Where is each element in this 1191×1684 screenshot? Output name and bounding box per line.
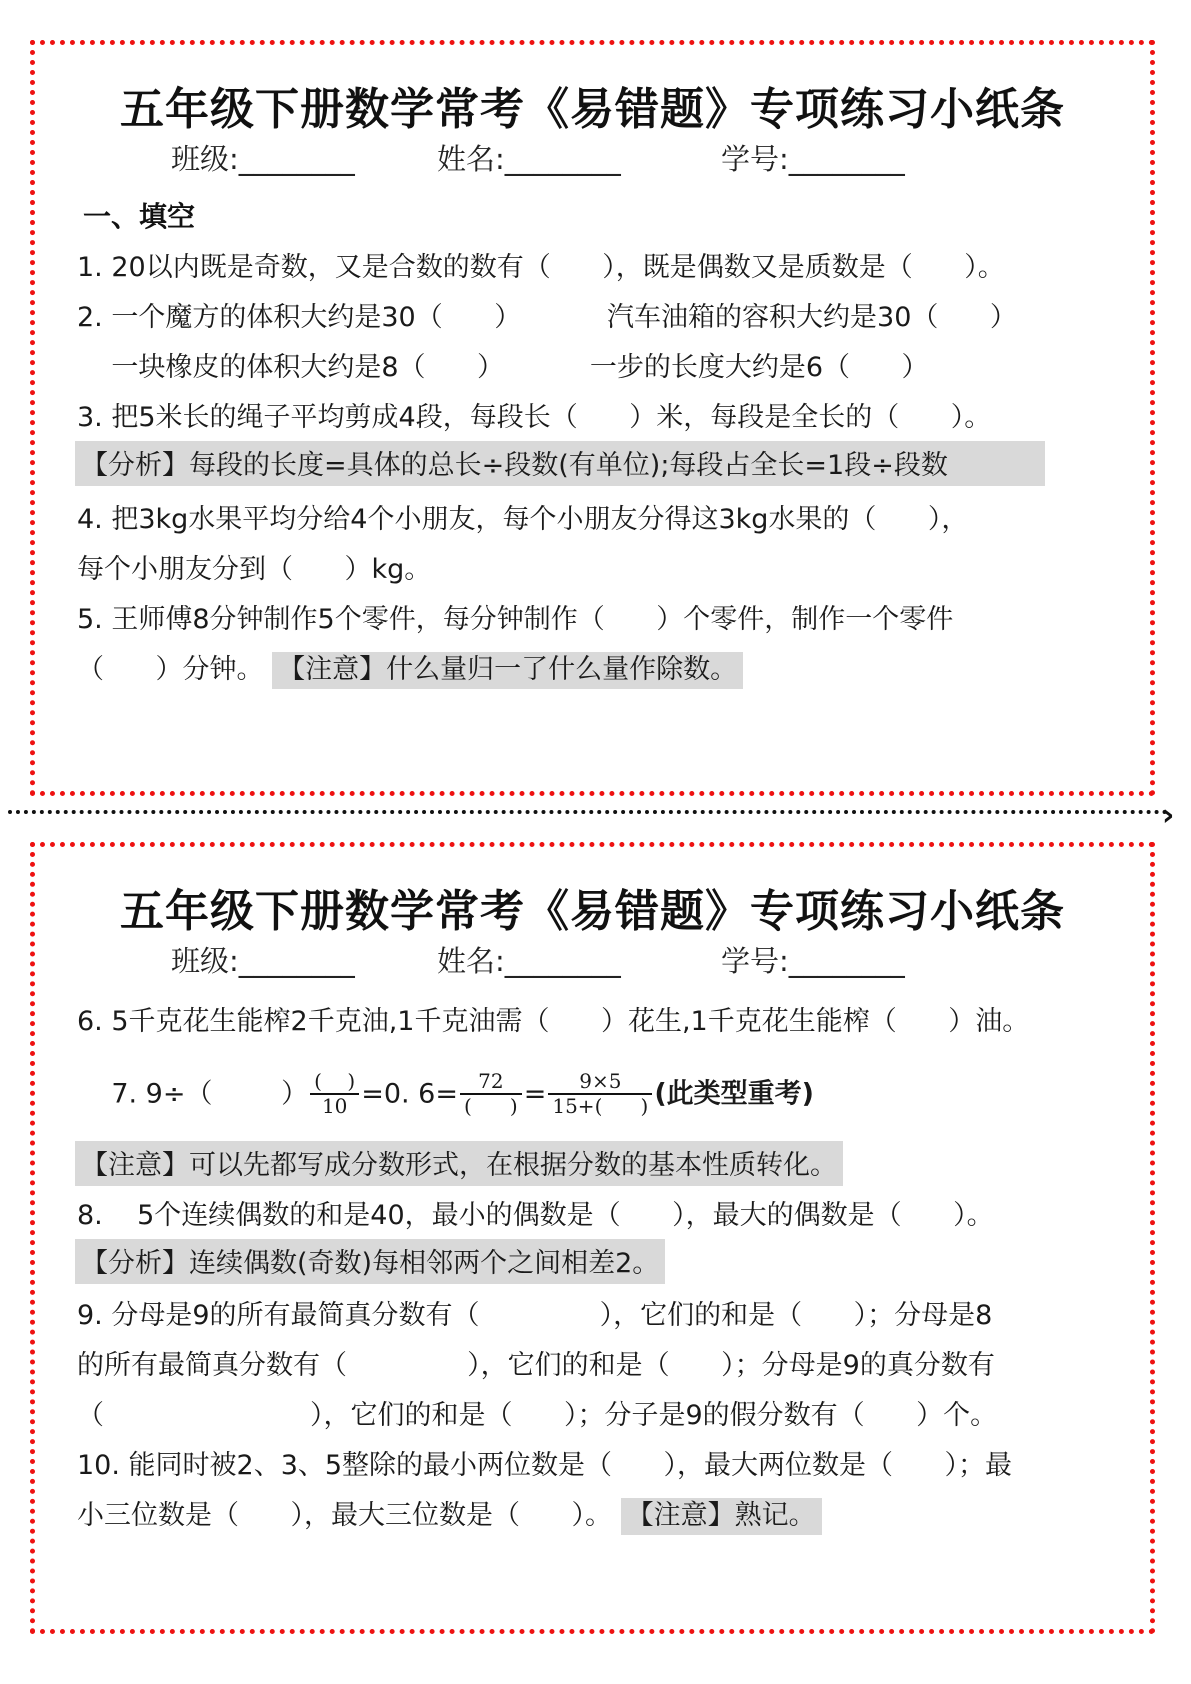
q7-equals-decimal: =0. 6=	[361, 1078, 458, 1110]
class-field	[171, 137, 355, 178]
student-id-field	[721, 137, 905, 178]
worksheet-title: 五年级下册数学常考《易错题》专项练习小纸条	[120, 84, 1065, 135]
question-9-line-1: 9. 分母是9的所有最简真分数有（ ），它们的和是（ ）；分母是8	[77, 1300, 993, 1331]
name-field	[437, 137, 621, 178]
scissors-arrow-icon: ›	[1162, 798, 1175, 833]
fraction-3-denominator: 15+( )	[552, 1094, 649, 1118]
q7-prefix: 7. 9÷（ ）	[111, 1078, 309, 1110]
question-3: 3. 把5米长的绳子平均剪成4段，每段长（ ）米，每段是全长的（ ）。	[77, 402, 992, 433]
id-label: 学号:	[721, 944, 789, 978]
q7-emphasis-note: (此类型重考)	[654, 1078, 815, 1110]
id-blank[interactable]: ________	[788, 142, 905, 176]
question-2-line-2: 一块橡皮的体积大约是8（ ） 一步的长度大约是6（ ）	[77, 352, 929, 383]
question-5-line-1: 5. 王师傅8分钟制作5个零件，每分钟制作（ ）个零件，制作一个零件	[77, 604, 954, 635]
question-4-line-2: 每个小朋友分到（ ）kg。	[77, 554, 432, 585]
fraction-1-denominator: 10	[321, 1094, 348, 1118]
analysis-note-q8: 【分析】连续偶数(奇数)每相邻两个之间相差2。	[75, 1239, 665, 1284]
worksheet-strip-2	[30, 842, 1155, 1634]
name-field	[437, 939, 621, 980]
fraction-3-numerator: 9×5	[548, 1070, 652, 1095]
question-10-line-1: 10. 能同时被2、3、5整除的最小两位数是（ ），最大两位数是（ ）；最	[77, 1450, 1013, 1481]
attention-note-q10: 【注意】熟记。	[621, 1498, 822, 1535]
name-label: 姓名:	[437, 142, 505, 176]
section-heading: 一、填空	[83, 200, 196, 233]
class-blank[interactable]: ________	[238, 142, 355, 176]
question-6: 6. 5千克花生能榨2千克油,1千克油需（ ）花生,1千克花生能榨（ ）油。	[77, 1006, 1030, 1037]
worksheet-title: 五年级下册数学常考《易错题》专项练习小纸条	[120, 886, 1065, 937]
student-id-field	[721, 939, 905, 980]
fraction-1	[310, 1070, 359, 1118]
fraction-1-numerator: ( )	[310, 1070, 359, 1095]
attention-note-q7: 【注意】可以先都写成分数形式，在根据分数的基本性质转化。	[75, 1141, 843, 1186]
question-5-line-2	[77, 647, 743, 686]
question-5-line-2-text: （ ）分钟。	[77, 654, 264, 685]
question-8: 8. 5个连续偶数的和是40，最小的偶数是（ ），最大的偶数是（ ）。	[77, 1200, 994, 1231]
question-4-line-1: 4. 把3kg水果平均分给4个小朋友，每个小朋友分得这3kg水果的（ ），	[77, 504, 969, 535]
fraction-2-numerator: 72	[460, 1070, 522, 1095]
question-9-line-2: 的所有最简真分数有（ ），它们的和是（ ）；分母是9的真分数有	[77, 1350, 995, 1381]
class-blank[interactable]: ________	[238, 944, 355, 978]
id-blank[interactable]: ________	[788, 944, 905, 978]
question-10-line-2	[77, 1493, 822, 1532]
fraction-2	[460, 1070, 522, 1118]
question-7	[77, 1043, 814, 1145]
name-blank[interactable]: ________	[504, 944, 621, 978]
q7-equals: =	[523, 1078, 547, 1110]
question-2-line-1: 2. 一个魔方的体积大约是30（ ） 汽车油箱的容积大约是30（ ）	[77, 302, 1017, 333]
fraction-3	[548, 1070, 652, 1118]
question-9-line-3: （ ），它们的和是（ ）；分子是9的假分数有（ ）个。	[77, 1400, 998, 1431]
id-label: 学号:	[721, 142, 789, 176]
question-1: 1. 20以内既是奇数，又是合数的数有（ ），既是偶数又是质数是（ ）。	[77, 252, 1005, 283]
name-blank[interactable]: ________	[504, 142, 621, 176]
fraction-2-denominator: ( )	[463, 1094, 518, 1118]
analysis-note-q3: 【分析】每段的长度=具体的总长÷段数(有单位);每段占全长=1段÷段数	[75, 441, 1045, 486]
cut-line-separator	[8, 810, 1168, 814]
attention-note-q5: 【注意】什么量归一了什么量作除数。	[272, 652, 743, 689]
worksheet-strip-1	[30, 40, 1155, 796]
question-10-line-2-text: 小三位数是（ ），最大三位数是（ ）。	[77, 1500, 612, 1531]
class-field	[171, 939, 355, 980]
name-label: 姓名:	[437, 944, 505, 978]
class-label: 班级:	[171, 142, 239, 176]
class-label: 班级:	[171, 944, 239, 978]
